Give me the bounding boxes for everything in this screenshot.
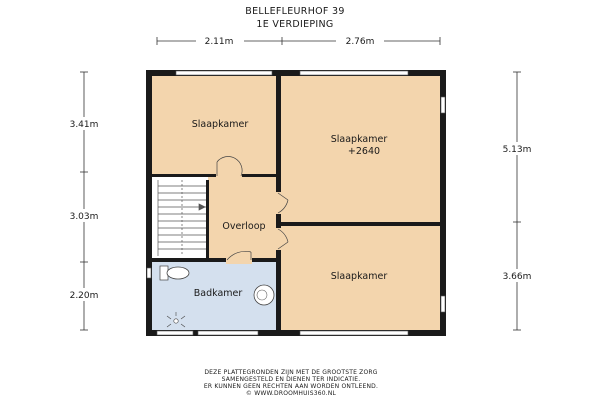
dimension-left-2: 3.03m xyxy=(69,212,99,222)
dimension-right-1: 5.13m xyxy=(502,145,532,155)
right-dimension xyxy=(513,72,521,330)
dimension-left-1: 3.41m xyxy=(69,120,99,130)
disclaimer-line-4: © WWW.DROOMHUIS360.NL xyxy=(245,390,337,397)
room-label-slaapkamer-top-left: Slaapkamer xyxy=(191,119,249,130)
room-label-overloop: Overloop xyxy=(222,221,266,232)
dimension-right-2: 3.66m xyxy=(502,272,532,282)
floor-label: 1E VERDIEPING xyxy=(256,19,334,30)
room-height-note: +2640 xyxy=(347,146,381,157)
disclaimer-line-1: DEZE PLATTEGRONDEN ZIJN MET DE GROOTSTE ZORG xyxy=(204,369,378,376)
toilet-icon xyxy=(160,266,189,280)
dimension-left-3: 2.20m xyxy=(69,291,99,301)
room-label-slaapkamer-bottom-right: Slaapkamer xyxy=(330,271,388,282)
sink-icon xyxy=(254,285,274,305)
room-label-badkamer: Badkamer xyxy=(193,288,243,299)
dimension-top-left: 2.11m xyxy=(204,37,234,47)
dimension-top-right: 2.76m xyxy=(345,37,375,47)
room-label-slaapkamer-top-right: Slaapkamer xyxy=(330,134,388,145)
disclaimer-line-2: SAMENGESTELD EN DIENEN TER INDICATIE. xyxy=(221,376,361,383)
disclaimer-line-3: ER KUNNEN GEEN RECHTEN AAN WORDEN ONTLEEND. xyxy=(203,383,379,390)
address-title: BELLEFLEURHOF 39 xyxy=(245,6,345,17)
